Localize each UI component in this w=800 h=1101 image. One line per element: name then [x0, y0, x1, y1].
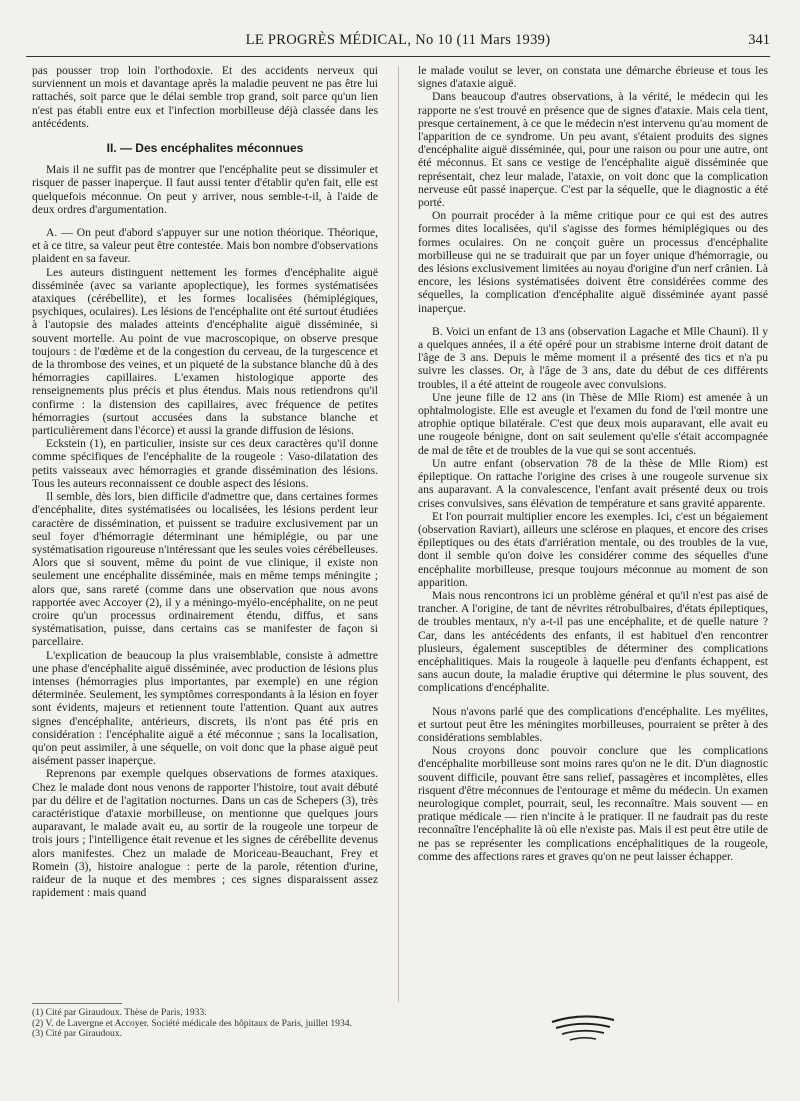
paragraph: Eckstein (1), en particulier, insiste sur ces deux caractères qu'il donne comme spécifiques de l'encéphalite de la rougeole : Vaso-dilatation des petits vaisseaux avec hémorragies et grande dissémination des lésions. Tous les auteurs reconnaissent ce double aspect des lésions. — [32, 437, 378, 490]
footnotes — [32, 1008, 378, 1040]
paragraph: Dans beaucoup d'autres observations, à la vérité, le médecin qui les rapporte ne s'est trouvé en présence que de signes d'ataxie. Mais cela tient, presque certainement, à ce que le médecin n'est intervenu qu'au moment de l'apparition de ce syndrome. Un peu avant, s'étaient produits des signes d'encéphalite aiguë disséminée, qui, pour une raison ou pour une autre, ont été méconnus. Et sans ce vestige de l'encéphalite aiguë disséminée que représentait, chez leur malade, l'ataxie, on voit donc que la complication nerveuse eût passé inaperçue. C'est par la séquelle, que le diagnostic a été porté. — [418, 90, 768, 210]
paragraph: Une jeune fille de 12 ans (in Thèse de Mlle Riom) est amenée à un ophtalmologiste. Elle est aveugle et l'examen du fond de l'œil montre une atrophie optique bilatérale. C'est que deux mois auparavant, elle avait eu une rougeole bénigne, dont on sait seulement qu'elle s'était accompagnée de mal de tête et de troubles de la vue qui se sont accentués. — [418, 390, 768, 457]
paragraph: L'explication de beaucoup la plus vraisemblable, consiste à admettre une phase d'encéphalite aiguë disséminée, avec production de lésions plus intenses (hémorragies plus importantes, par exemple) en une région déterminée. Seulement, les symptômes correspondants à la lésion en foyer sont évidents, majeurs et retiennent toute l'attention. Quant aux autres signes d'encéphalite, antérieurs, discrets, ils n'ont pas été pris en considération : l'encéphalite aiguë a été méconnue ; sans la localisation, qu'on peut assimiler, à une séquelle, on voit donc que la phase aiguë peut aisément passer inaperçue. — [32, 648, 378, 768]
paragraph: Un autre enfant (observation 78 de la thèse de Mlle Riom) est épileptique. On rattache l'origine des crises à une rougeole survenue six ans auparavant. A la convalescence, l'enfant avait présenté deux ou trois crises convulsives, sans élévation de température et sans gravité apparente. — [418, 456, 768, 510]
running-header — [26, 30, 770, 57]
paragraph: Et l'on pourrait multiplier encore les exemples. Ici, c'est un bégaiement (observation Raviart), ailleurs une sclérose en plaques, et encore des crises épileptiques ou des états d'arriération mentale, ou des troubles de la vue, dont il semble qu'on doive les considérer comme des séquelles d'une encéphalite morbilleuse, presque toujours méconnue au moment de son apparition. — [418, 509, 768, 589]
footnote: (2) V. de Lavergne et Accoyer. Société médicale des hôpitaux de Paris, juillet 1934. — [32, 1017, 352, 1029]
paragraph: On pourrait procéder à la même critique pour ce qui est des autres formes dites localisées, qu'il s'agisse des formes hémiplégiques ou des formes oculaires. On ne conçoit guère un processus d'encéphalite morbilleuse qui ne se traduirait que par un foyer unique d'hémorragie, ou des lésions exclusivement limitées au noyau d'origine d'un nerf crânien. Là encore, les lésions systématisées doivent être considérées comme des séquelles, la complication d'encéphalite aiguë disséminée ayant passé inaperçue. — [418, 209, 768, 315]
footnote: (1) Cité par Giraudoux. Thèse de Paris, 1933. — [32, 1007, 207, 1018]
paragraph: Nous n'avons parlé que des complications d'encéphalite. Les myélites, et surtout peut être les méningites morbilleuses, pourraient se prêter à des considérations semblables. — [418, 704, 768, 744]
right-column — [418, 64, 768, 863]
journal-title: LE PROGRÈS MÉDICAL, No 10 (11 Mars 1939) — [245, 32, 551, 48]
paragraph: Mais il ne suffit pas de montrer que l'encéphalite peut se dissimuler et risquer de passer inaperçue. Il faut aussi tenter d'établir qu'en fait, elle est quelquefois méconnue. On peut y arriver, nous semble-t-il, à l'aide de deux ordres d'argumentation. — [32, 163, 378, 216]
footnote: (3) Cité par Giraudoux. — [32, 1028, 123, 1040]
paragraph: Mais nous rencontrons ici un problème général et qu'il n'est pas aisé de trancher. A l'origine, de tant de névrites rétrobulbaires, d'états épileptiques, de troubles mentaux, n'y a-t-il pas une encéphalite, et de quelle nature ? Car, dans les antécédents des enfants, il est habituel d'en rencontrer plusieurs, également susceptibles de déterminer des complications encéphalitiques. Mais la rougeole à laquelle peu d'enfants échappent, est sans aucun doute, la maladie éruptive qui détermine le plus souvent, des complications d'encéphalite. — [418, 588, 768, 695]
tailpiece-ornament-icon — [548, 1008, 618, 1048]
paragraph: le malade voulut se lever, on constata une démarche ébrieuse et tous les signes d'ataxie aiguë. — [418, 64, 768, 91]
left-column — [32, 64, 378, 899]
paragraph: pas pousser trop loin l'orthodoxie. Et des accidents nerveux qui surviennent un mois et davantage après la maladie peuvent ne pas être lui rattachés, soit parce que le délai semble trop grand, soit parce qu'un lien n'est pas établi entre eux et l'infection morbilleuse déjà classée dans les antécédents. — [32, 64, 378, 130]
section-heading: II. — Des encéphalites méconnues — [106, 141, 304, 156]
paragraph: Il semble, dès lors, bien difficile d'admettre que, dans certaines formes d'encéphalite, dites systématisées ou localisées, les lésions perdent leur caractère de dissémination, et puissent se traduire exclusivement par un seul foyer d'hémorragie déterminant une hémiplégie, ou par une systématisation rigoureuse n'intéressant que les seules voies cérébelleuses. Alors que si souvent, même du point de vue clinique, il existe non seulement une encéphalite disséminée, mais en même temps méningite ; alors que, sans rareté (comme dans une observation que nous avons rapportée avec Accoyer (2), il y a méningo-myélo-encéphalite, on ne peut croire qu'un processus ordinairement étendu, diffus, et sans systématisation, puisse, dans certains cas se manifester de façon si parcellaire. — [32, 490, 378, 649]
paragraph: Nous croyons donc pouvoir conclure que les complications d'encéphalite morbilleuse sont moins rares qu'on ne le dit. D'un diagnostic souvent difficile, pouvant être sans relief, passagères et incomplètes, elles risquent d'être méconnues de l'entourage et même du médecin. Un examen neurologique complet, pourrait, seul, les reconnaître. Mais souvent — en pratique médicale — rien n'incite à le pratiquer. Il ne faudrait pas du reste reconnaître l'encéphalite là où elle n'existe pas. Mais il est peut être utile de ne pas se représenter les complications encéphalitiques de la rougeole, comme des affections rares et graves qu'on ne peut laisser échapper. — [418, 744, 768, 863]
column-divider — [398, 66, 399, 1002]
paragraph: B. Voici un enfant de 13 ans (observation Lagache et Mlle Chauni). Il y a quelques années, il a été opéré pour un strabisme interne droit datant de l'âge de 3 ans. Depuis le même moment il a présenté des tics et n'a pu suivre les classes. Or, à l'âge de 3 ans, date du début de ces différents troubles, il a été atteint de rougeole avec convulsions. — [418, 324, 768, 391]
paragraph: A. — On peut d'abord s'appuyer sur une notion théorique. Théorique, et à ce titre, sa valeur peut être contestée. Mais bon nombre d'observations plaident en sa faveur. — [32, 226, 378, 266]
paragraph: Reprenons par exemple quelques observations de formes ataxiques. Chez le malade dont nous venons de rapporter l'histoire, tout avait débuté par du délire et de l'agitation nocturnes. Dans un cas de Schepers (3), très caractéristique d'ataxie morbilleuse, on mentionne que quelques jours auparavant, le malade avait eu, au sortir de la rougeole une torpeur de trois jours ; l'intelligence était revenue et les signes de cérébellite devenus alors manifestes. Chez un malade de Moriceau-Beauchant, Frey et Romein (3), histoire analogue : perte de la parole, rétention d'urine, raideur de la nuque et des membres ; ces signes disparaissent assez rapidement : mais quand — [32, 767, 378, 900]
paragraph: Les auteurs distinguent nettement les formes d'encéphalite aiguë disséminée (avec sa variante apoplectique), les formes systématisées ataxiques (cérébellite), et les formes localisées (hémiplégiques, psychiques, oculaires). Les lésions de l'encéphalite ont été surtout étudiées à l'autopsie des malades atteints d'encéphalite aiguë disséminée, si souvent mortelle. Au point de vue macroscopique, on observe presque toujours : de l'œdème et de la congestion du cerveau, de la turgescence et de la thrombose des veines, et un piqueté de la substance blanche dû à des hémorragies capillaires. L'examen histologique apporte des renseignements plus précis et plus étendus. Mais nous retiendrons qu'il confirme : la distension des capillaires, avec fréquence de petites hémorragies (surtout accusées dans la substance blanche et particulièrement dans l'écorce) et aussi la grande diffusion de lésions. — [32, 265, 378, 438]
footnote-rule — [32, 1003, 122, 1004]
page-number: 341 — [748, 32, 770, 48]
